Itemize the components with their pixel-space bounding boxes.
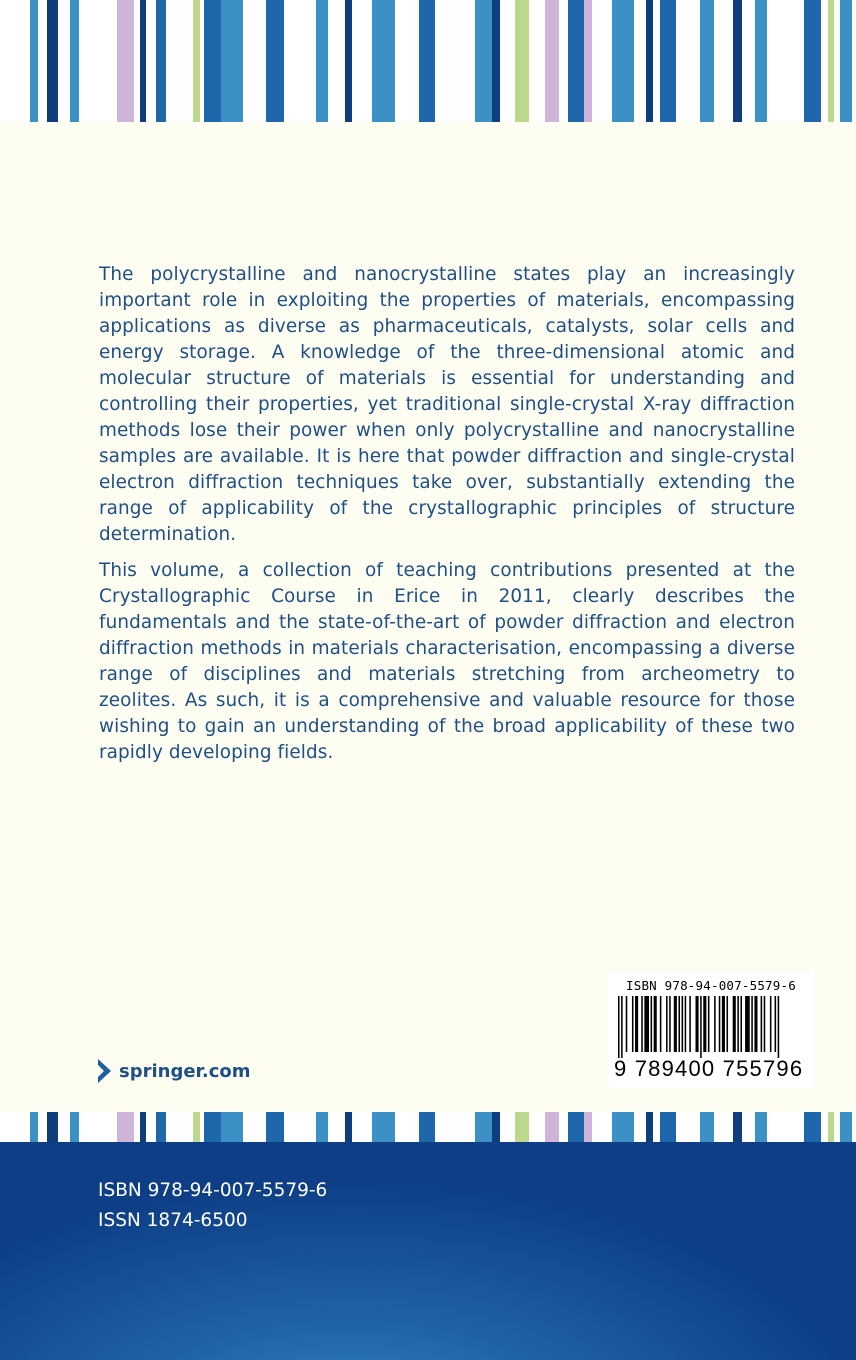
stripe-bar [492, 0, 500, 122]
stripe-bar [612, 1112, 634, 1142]
footer-isbn: ISBN 978-94-007-5579-6 [98, 1180, 328, 1201]
stripe-bar [646, 0, 653, 122]
barcode-bar [669, 996, 671, 1052]
barcode-bar [775, 996, 777, 1052]
stripe-bar [345, 1112, 352, 1142]
stripe-bar [568, 0, 584, 122]
barcode-bar [761, 996, 763, 1052]
barcode-bar [635, 996, 638, 1052]
stripe-bar [733, 1112, 742, 1142]
barcode-bar [722, 996, 725, 1052]
barcode-bar [641, 996, 643, 1052]
footer-identifiers [98, 1176, 327, 1236]
isbn-barcode [608, 972, 814, 1088]
barcode-bar [674, 996, 677, 1052]
stripe-bar [117, 0, 134, 122]
barcode-bar [685, 996, 687, 1052]
footer-issn: ISSN 1874-6500 [98, 1210, 248, 1231]
stripe-bar [419, 0, 435, 122]
barcode-digits: 9 789400 755796 [614, 1056, 804, 1081]
stripe-bar [492, 1112, 500, 1142]
stripe-bar [584, 0, 592, 122]
stripe-bar [372, 1112, 395, 1142]
barcode-bar [708, 996, 710, 1052]
stripe-bar [660, 1112, 676, 1142]
barcode-bar [666, 996, 668, 1052]
stripe-bar [372, 0, 395, 122]
stripe-bar [828, 1112, 834, 1142]
barcode-bar [727, 996, 729, 1052]
stripe-bar [316, 0, 328, 122]
publisher-website-label: springer.com [119, 1060, 251, 1082]
stripe-bar [204, 0, 221, 122]
barcode-bar [632, 996, 634, 1052]
stripe-bar [700, 0, 714, 122]
stripe-bar [475, 0, 492, 122]
chevron-right-icon [98, 1059, 111, 1083]
barcode-bar [703, 996, 706, 1052]
stripe-bar [156, 0, 166, 122]
stripe-bar [30, 0, 38, 122]
stripe-bar [840, 1112, 852, 1142]
barcode-bar [654, 996, 657, 1052]
stripe-bar [515, 0, 529, 122]
barcode-bar [714, 996, 716, 1052]
stripe-bar [545, 0, 559, 122]
barcode-bar [621, 996, 623, 1058]
stripe-bar [70, 1112, 79, 1142]
stripe-bar [804, 1112, 821, 1142]
barcode-bar [618, 996, 620, 1058]
stripe-bar [316, 1112, 328, 1142]
bottom-stripe-band [0, 1112, 856, 1142]
publisher-website[interactable] [98, 1057, 251, 1085]
stripe-bar [612, 0, 634, 122]
barcode-bar [696, 996, 699, 1052]
barcode-isbn-label: ISBN 978-94-007-5579-6 [626, 978, 796, 993]
stripe-bar [475, 1112, 492, 1142]
barcode-bar [745, 996, 750, 1052]
barcode-bar [719, 996, 721, 1052]
barcode-bar [740, 996, 742, 1052]
stripe-bar [47, 0, 58, 122]
stripe-bar [140, 0, 146, 122]
barcode-bar [754, 996, 757, 1052]
stripe-bar [584, 1112, 592, 1142]
blurb-paragraph-1: The polycrystalline and nanocrystalline states play an increasingly important role in exploiting the properties of materials, encompassing applications as diverse as pharmaceuticals, catalysts, solar cells and energy storage. A knowledge of the three-dimensional atomic and molecular structure of materials is essential for understanding and controlling their properties, yet traditional single-crystal X-ray diffraction methods lose their power when only polycrystalline and nanocrystalline samples are available. It is here that powder diffraction and single-crystal electron diffraction techniques take over, substantially extending the range of applicability of the crystallographic principles of structure determination. [99, 264, 795, 545]
stripe-bar [515, 1112, 529, 1142]
barcode-bar [651, 996, 653, 1052]
stripe-bar [345, 0, 352, 122]
barcode-bar [770, 996, 772, 1052]
barcode-bar [682, 996, 684, 1052]
blurb-paragraph-2: This volume, a collection of teaching contributions presented at the Crystallographic Course in Erice in 2011, clearly describes the fundamentals and the state-of-the-art of powder diffraction and electron diffraction methods in materials characterisation, encompassing a diverse range of disciplines and materials stretching from archeometry to zeolites. As such, it is a comprehensive and valuable resource for those wishing to gain an understanding of the broad applicability of these two rapidly developing fields. [99, 560, 795, 763]
stripe-bar [266, 1112, 284, 1142]
barcode-bars [618, 996, 804, 1058]
stripe-bar [700, 1112, 714, 1142]
footer-band [0, 1142, 856, 1360]
stripe-bar [755, 0, 767, 122]
barcode-bar [733, 996, 736, 1052]
stripe-bar [221, 1112, 243, 1142]
stripe-bar [568, 1112, 584, 1142]
stripe-bar [204, 1112, 221, 1142]
stripe-bar [70, 0, 79, 122]
stripe-bar [193, 0, 200, 122]
stripe-bar [30, 1112, 38, 1142]
stripe-bar [646, 1112, 653, 1142]
barcode-bar [764, 996, 766, 1052]
stripe-bar [117, 1112, 134, 1142]
barcode-bar [626, 996, 628, 1052]
stripe-bar [804, 0, 821, 122]
barcode-bar [778, 996, 780, 1058]
stripe-bar [840, 0, 852, 122]
stripe-bar [755, 1112, 767, 1142]
stripe-bar [193, 1112, 200, 1142]
barcode-bar [644, 996, 649, 1052]
stripe-bar [47, 1112, 58, 1142]
stripe-bar [733, 0, 742, 122]
stripe-bar [828, 0, 834, 122]
stripe-bar [545, 1112, 559, 1142]
stripe-bar [419, 1112, 435, 1142]
stripe-bar [156, 1112, 166, 1142]
top-stripe-band [0, 0, 856, 122]
barcode-bar [678, 996, 680, 1052]
barcode-bar [660, 996, 662, 1052]
back-cover-blurb [99, 262, 795, 776]
stripe-bar [221, 0, 243, 122]
stripe-bar [660, 0, 676, 122]
barcode-bar [700, 996, 702, 1058]
barcode-bar [751, 996, 753, 1052]
barcode-bar [737, 996, 739, 1052]
barcode-bar [689, 996, 691, 1052]
stripe-bar [140, 1112, 146, 1142]
stripe-bar [266, 0, 284, 122]
